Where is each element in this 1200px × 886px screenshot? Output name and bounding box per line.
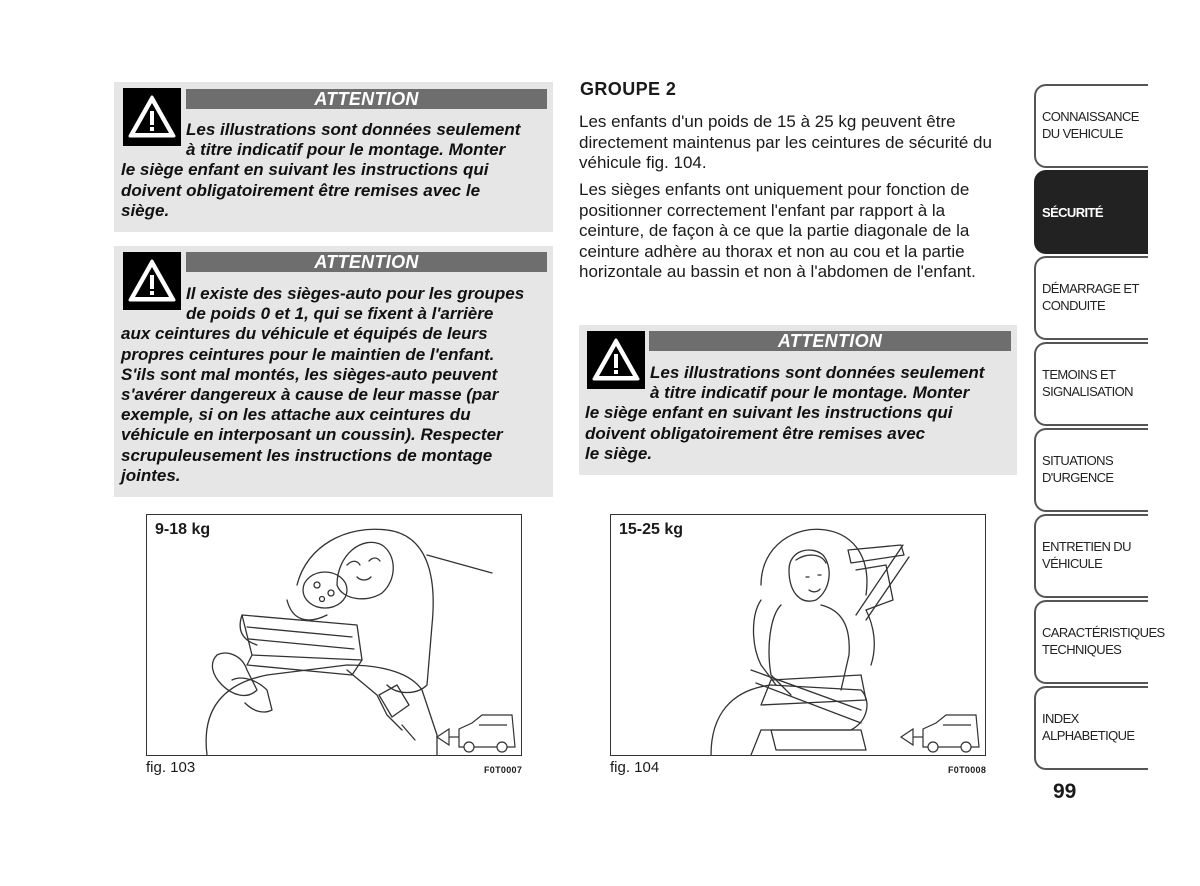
warning-line: le siège enfant en suivant les instructions qui (585, 403, 953, 423)
figure-104 (610, 514, 986, 756)
warning-text (121, 284, 551, 486)
tab-entretien-du-vehicule[interactable]: ENTRETIEN DU VÉHICULE (1034, 514, 1148, 598)
figure-caption: fig. 104 (610, 759, 660, 776)
tab-situations-d-urgence[interactable]: SITUATIONS D'URGENCE (1034, 428, 1148, 512)
warning-header: ATTENTION (186, 89, 547, 109)
warning-text (121, 120, 551, 221)
warning-line: Il existe des sièges-auto pour les groupes (186, 284, 525, 303)
warning-line: le siège enfant en suivant les instructions qui (121, 160, 489, 180)
car-direction-icon (437, 715, 515, 752)
warning-line: véhicule en interposant un coussin). Respecter (121, 425, 503, 445)
car-direction-icon (901, 715, 979, 752)
tab-demarrage-et-conduite[interactable]: DÉMARRAGE ET CONDUITE (1034, 256, 1148, 340)
warning-line: exemple, si on les attache aux ceintures du (121, 405, 471, 425)
warning-box-3 (579, 325, 1017, 475)
warning-line: Les illustrations sont données seulement (186, 120, 521, 139)
body-paragraph-1: Les enfants d'un poids de 15 à 25 kg peuvent être directement maintenus par les ceintures de sécurité du véhicule fig. 104. (579, 112, 992, 172)
body-paragraph-2: Les sièges enfants ont uniquement pour fonction de positionner correctement l'enfant par rapport à la ceinture, de façon à ce que la partie diagonale de la ceinture adhère au thorax et non au cou et la partie horizontale au bassin et non à l'abdomen de l'enfant. (579, 180, 976, 281)
tab-temoins-et-signalisation[interactable]: TEMOINS ET SIGNALISATION (1034, 342, 1148, 426)
warning-line: jointes. (121, 465, 181, 485)
tab-caracteristiques-techniques[interactable]: CARACTÉRISTIQUES TECHNIQUES (1034, 600, 1148, 684)
warning-line: scrupuleusement les instructions de montage (121, 445, 493, 465)
warning-line: propres ceintures pour le maintien de l'enfant. (121, 344, 495, 364)
warning-line: de poids 0 et 1, qui se fixent à l'arrière (186, 304, 494, 324)
warning-line: doivent obligatoirement être remises avec le (121, 180, 481, 200)
figure-caption: fig. 103 (146, 759, 196, 776)
warning-line: doivent obligatoirement être remises avec (585, 423, 926, 443)
page-number: 99 (1053, 780, 1077, 803)
warning-line: à titre indicatif pour le montage. Monter (186, 140, 506, 160)
tab-index-alphabetique[interactable]: INDEX ALPHABETIQUE (1034, 686, 1148, 770)
warning-line: siège. (121, 200, 170, 220)
figure-weight-label: 9-18 kg (155, 521, 211, 538)
figure-103 (146, 514, 522, 756)
warning-line: à titre indicatif pour le montage. Monter (650, 383, 970, 403)
warning-text (585, 363, 1015, 464)
figure-weight-label: 15-25 kg (619, 521, 684, 538)
warning-line: aux ceintures du véhicule et équipés de leurs (121, 324, 488, 344)
warning-header: ATTENTION (649, 331, 1011, 351)
warning-line: S'ils sont mal montés, les sièges-auto peuvent (121, 364, 498, 384)
figure-code: F0T0007 (484, 765, 523, 775)
tab-securite[interactable]: SÉCURITÉ (1034, 170, 1148, 254)
section-title: GROUPE 2 (580, 79, 677, 99)
warning-line: s'avérer dangereux à cause de leur masse (par (121, 385, 499, 405)
warning-line: le siège. (585, 443, 653, 463)
warning-box-1 (114, 82, 553, 232)
warning-line: Les illustrations sont données seulement (650, 363, 985, 382)
figure-code: F0T0008 (948, 765, 987, 775)
warning-box-2 (114, 246, 553, 497)
child-seat-illustration (147, 515, 521, 755)
warning-header: ATTENTION (186, 252, 547, 272)
tab-connaissance-du-vehicule[interactable]: CONNAISSANCE DU VEHICULE (1034, 84, 1148, 168)
booster-seat-illustration (611, 515, 985, 755)
